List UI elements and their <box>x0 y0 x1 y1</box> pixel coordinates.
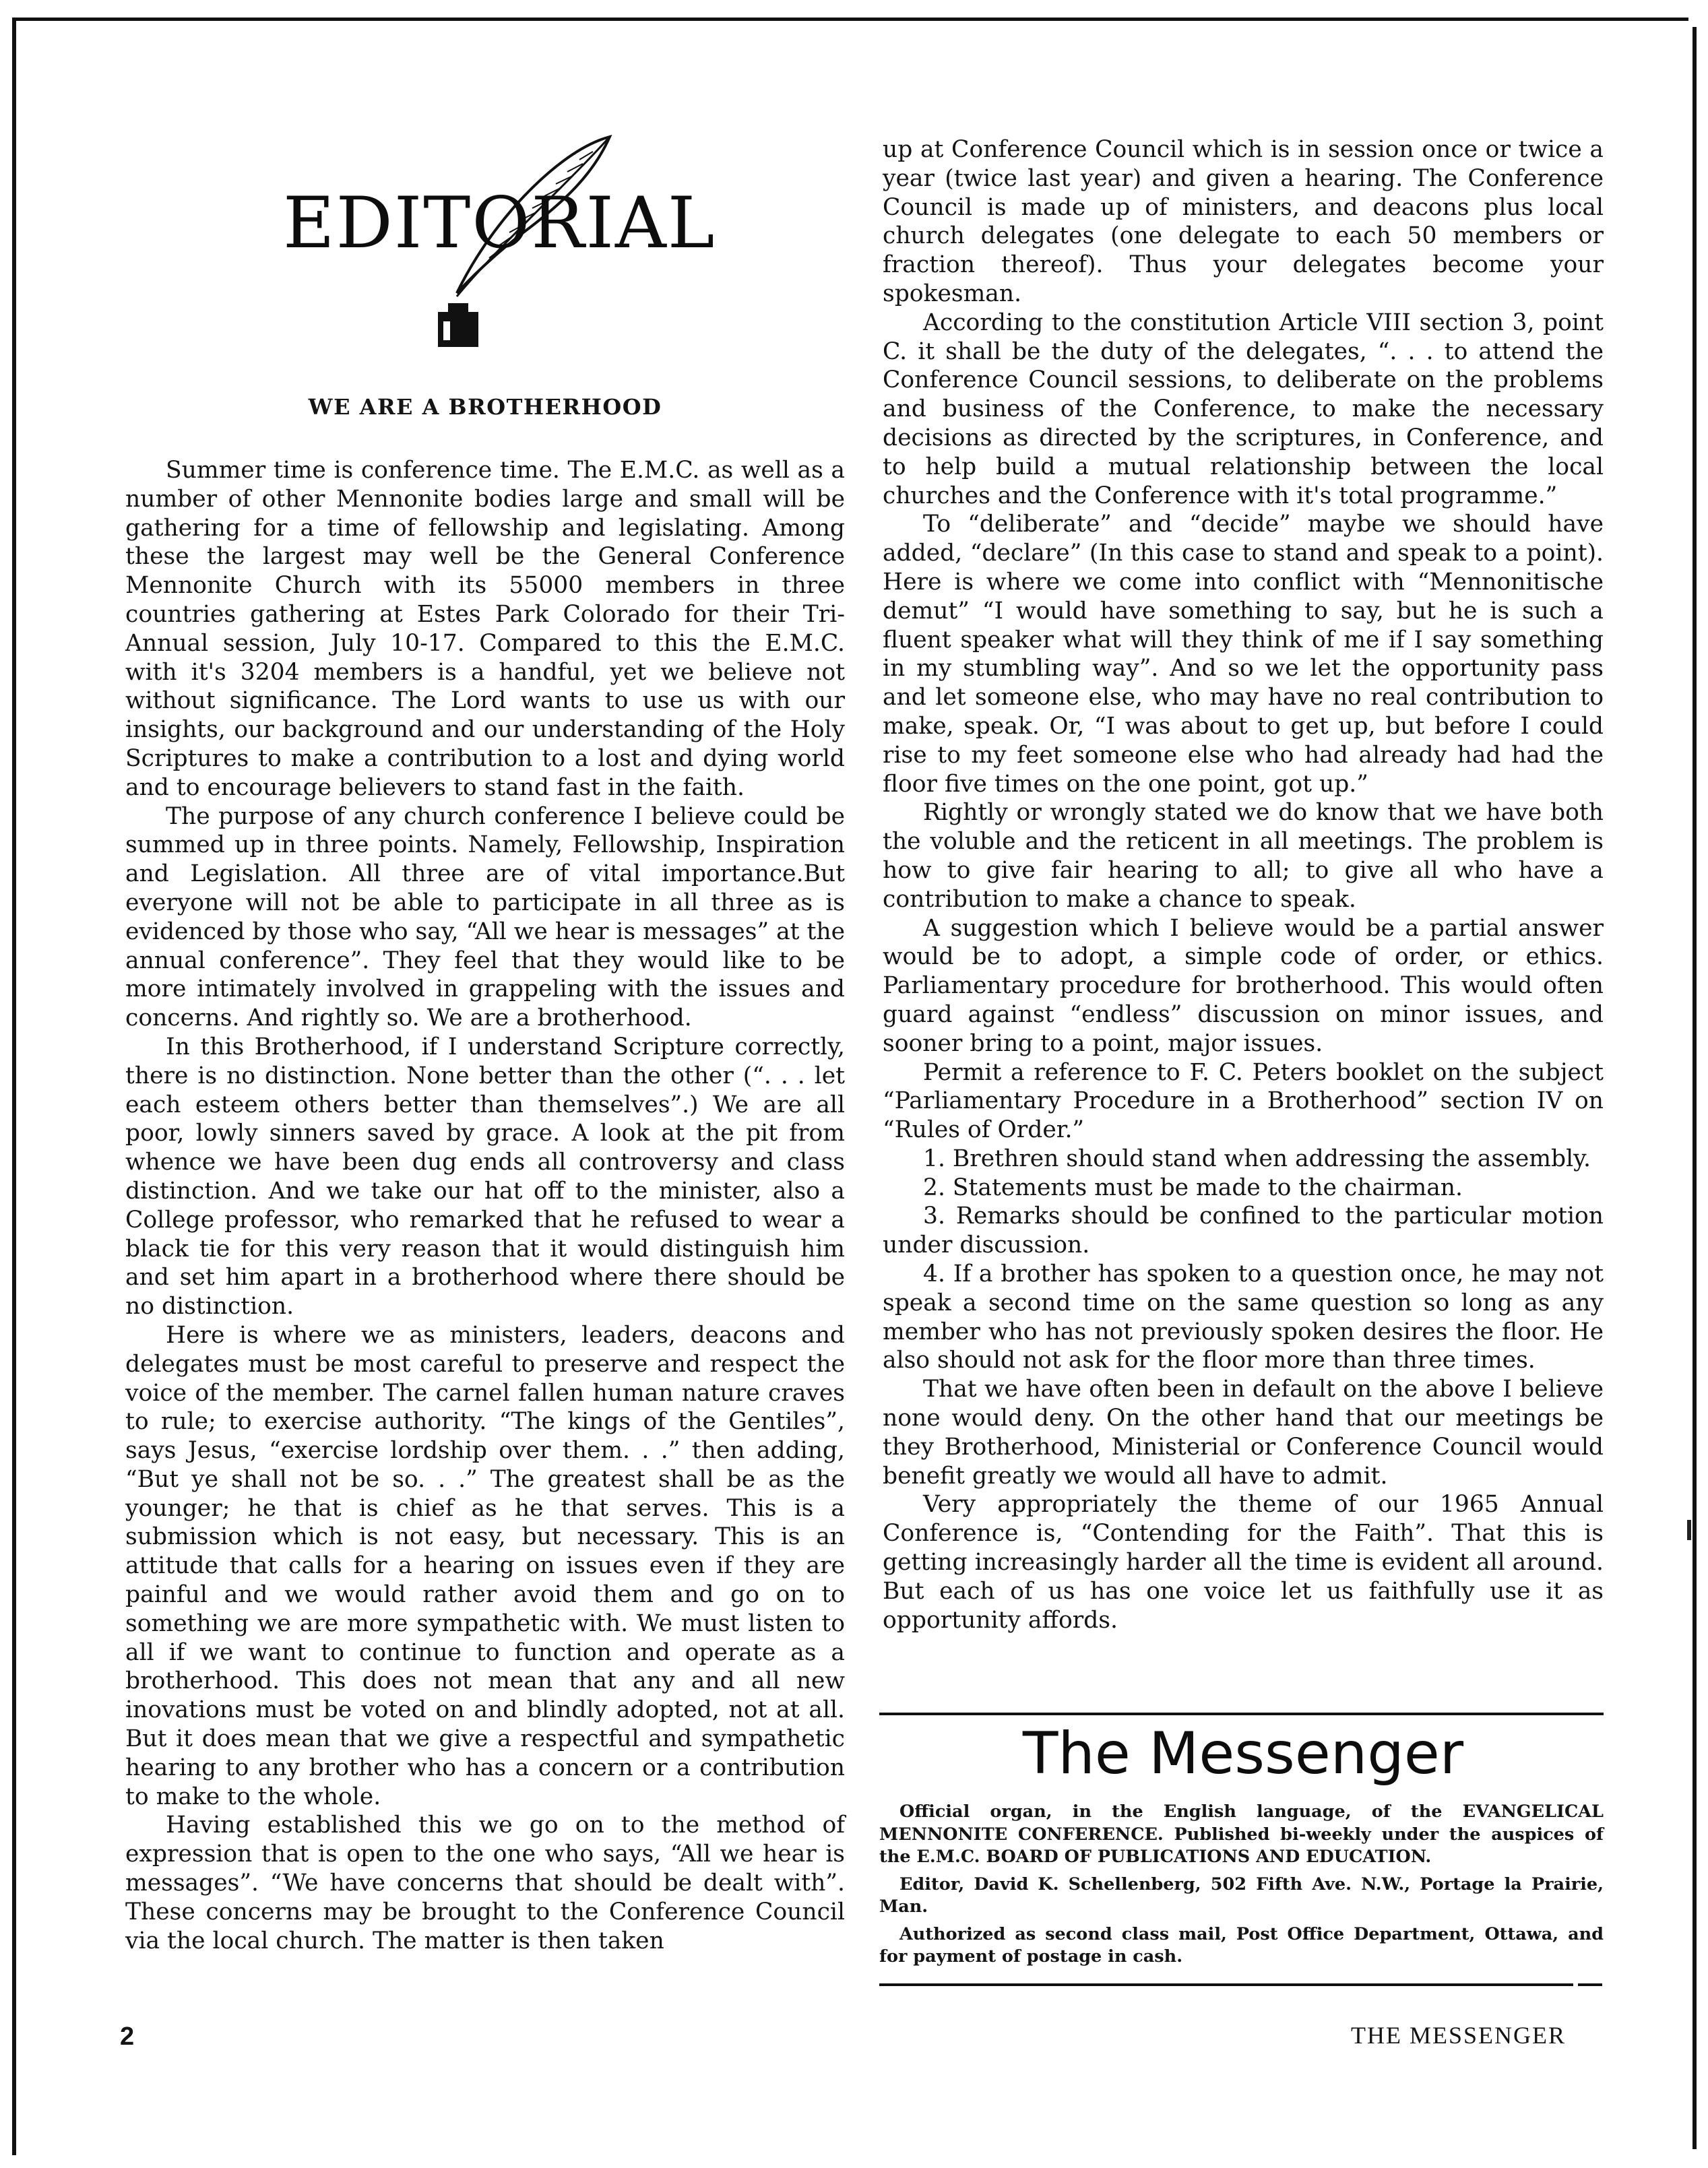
paragraph: That we have often been in default on the above I believe none would deny. On the other hand that our meetings be they Brotherhood, Ministerial or Conference Council would benefit greatly we would all have to admit. <box>883 1376 1604 1490</box>
publication-line: Official organ, in the English language, of the EVANGELICAL MENNONITE CONFERENCE. Published bi-weekly under the auspices of the E.M.C. BOARD OF PUBLICATIONS AND EDUCATION. <box>879 1802 1604 1867</box>
box-bottom-rule-tail <box>1578 1983 1602 1986</box>
article-left-column <box>125 456 845 1955</box>
footer-publication-name: THE MESSENGER <box>1351 2022 1567 2049</box>
publication-info <box>879 1801 1604 1973</box>
paragraph: To “deliberate” and “decide” maybe we should have added, “declare” (In this case to stand and speak to a point). Here is where we come into conflict with “Mennonitische demut” “I would have something to say, but he is such a fluent speaker what will they think of me if I say something in my stumbling way”. And so we let the opportunity pass and let someone else, who may have no real contribution to make, speak. Or, “I was about to get up, but before I could rise to my feet someone else who had already had had the floor five times on the one point, got up.” <box>883 511 1604 798</box>
page-number: 2 <box>120 2022 135 2051</box>
paragraph: A suggestion which I believe would be a partial answer would be to adopt, a simple code of order, or ethics. Parliamentary procedure for brotherhood. This would often guard against “endless” discussion on minor issues, and sooner bring to a point, major issues. <box>883 914 1604 1057</box>
publication-title: The Messenger <box>1022 1720 1464 1787</box>
margin-mark <box>1687 1520 1691 1540</box>
paragraph: Summer time is conference time. The E.M.C. as well as a number of other Mennonite bodies large and small will be gathering for a time of fellowship and legislating. Among these the largest may well be the General Conference Mennonite Church with its 55000 members in three countries gathering at Estes Park Colorado for their Tri-Annual session, July 10-17. Compared to this the E.M.C. with it's 3204 members is a handful, yet we believe not without significance. The Lord wants to use us with our insights, our background and our understanding of the Holy Scriptures to make a contribution to a lost and dying world and to encourage believers to stand fast in the faith. <box>125 457 845 801</box>
paragraph: In this Brotherhood, if I understand Scripture correctly, there is no distinction. None better than the other (“. . . let each esteem others better than themselves”.) We are all poor, lowly sinners saved by grace. A look at the pit from whence we have been dug ends all controversy and class distinction. And we take our hat off to the minister, also a College professor, who remarked that he refused to wear a black tie for this very reason that it would distinguish him and set him apart in a brotherhood where there should be no distinction. <box>125 1033 845 1320</box>
rule-item: 2. Statements must be made to the chairman. <box>923 1174 1463 1201</box>
paragraph: up at Conference Council which is in session once or twice a year (twice last year) and given a hearing. The Conference Council is made up of ministers, and deacons plus local church delegates (one delegate to each 50 members or fraction thereof). Thus your delegates become your spokesman. <box>883 136 1604 307</box>
paragraph: According to the constitution Article VIII section 3, point C. it shall be the duty of the delegates, “. . . to attend the Conference Council sessions, to deliberate on the problems and business of the Conference, to make the necessary decisions as directed by the scriptures, in Conference, and to help build a mutual relationship between the local churches and the Conference with it's total programme.” <box>883 309 1604 509</box>
publication-line: Authorized as second class mail, Post Office Department, Ottawa, and for payment of postage in cash. <box>879 1923 1604 1967</box>
paragraph: Very appropriately the theme of our 1965 Annual Conference is, “Contending for the Faith”. That this is getting increasingly harder all the time is evident all around. But each of us has one voice let us faithfully use it as opportunity affords. <box>883 1491 1604 1634</box>
box-bottom-rule <box>879 1983 1573 1986</box>
paragraph: The purpose of any church conference I believe could be summed up in three points. Namely, Fellowship, Inspiration and Legislation. All three are of vital importance.But everyone will not be able to participate in all three as is evidenced by those who say, “All we hear is messages” at the annual conference”. They feel that they would like to be more intimately involved in grappeling with the issues and concerns. And rightly so. We are a brotherhood. <box>125 802 845 1032</box>
masthead-title: EDITORIAL <box>283 182 716 264</box>
rule-item: 1. Brethren should stand when addressing the assembly. <box>923 1145 1591 1172</box>
paragraph: Permit a reference to F. C. Peters booklet on the subject “Parliamentary Procedure in a Brotherhood” section IV on “Rules of Order.” <box>883 1058 1604 1144</box>
article-right-column <box>883 135 1604 1634</box>
paragraph: Rightly or wrongly stated we do know that we have both the voluble and the reticent in all meetings. The problem is how to give fair hearing to all; to give all who have a contribution to make a chance to speak. <box>883 799 1604 913</box>
page-border-right <box>1693 27 1697 2149</box>
paragraph: Here is where we as ministers, leaders, deacons and delegates must be most careful to preserve and respect the voice of the member. The carnel fallen human nature craves to rule; to exercise authority. “The kings of the Gentiles”, says Jesus, “exercise lordship over them. . .” then adding, “But ye shall not be so. . .” The greatest shall be as the younger; he that is chief as he that serves. This is a submission which is not easy, but necessary. This is an attitude that calls for a hearing on issues even if they are painful and we would rather avoid them and go on to something we are more sympathetic with. We must listen to all if we want to continue to function and operate as a brotherhood. This does not mean that any and all new inovations must be voted on and blindly adopted, not at all. But it does mean that we give a respectful and sympathetic hearing to any brother who has a concern or a contribution to make to the whole. <box>125 1321 845 1810</box>
paragraph: Having established this we go on to the method of expression that is open to the one who says, “All we hear is messages”. “We have concerns that should be dealt with”. These concerns may be brought to the Conference Council via the local church. The matter is then taken <box>125 1812 845 1954</box>
box-top-rule <box>879 1713 1604 1715</box>
rule-item: 4. If a brother has spoken to a question once, he may not speak a second time on the same question so long as any member who has not previously spoken desires the floor. He also should not ask for the floor more than three times. <box>883 1261 1604 1374</box>
article-headline: WE ARE A BROTHERHOOD <box>308 394 662 420</box>
publication-line: Editor, David K. Schellenberg, 502 Fifth Ave. N.W., Portage la Prairie, Man. <box>879 1874 1604 1917</box>
rule-item: 3. Remarks should be confined to the particular motion under discussion. <box>883 1203 1604 1259</box>
